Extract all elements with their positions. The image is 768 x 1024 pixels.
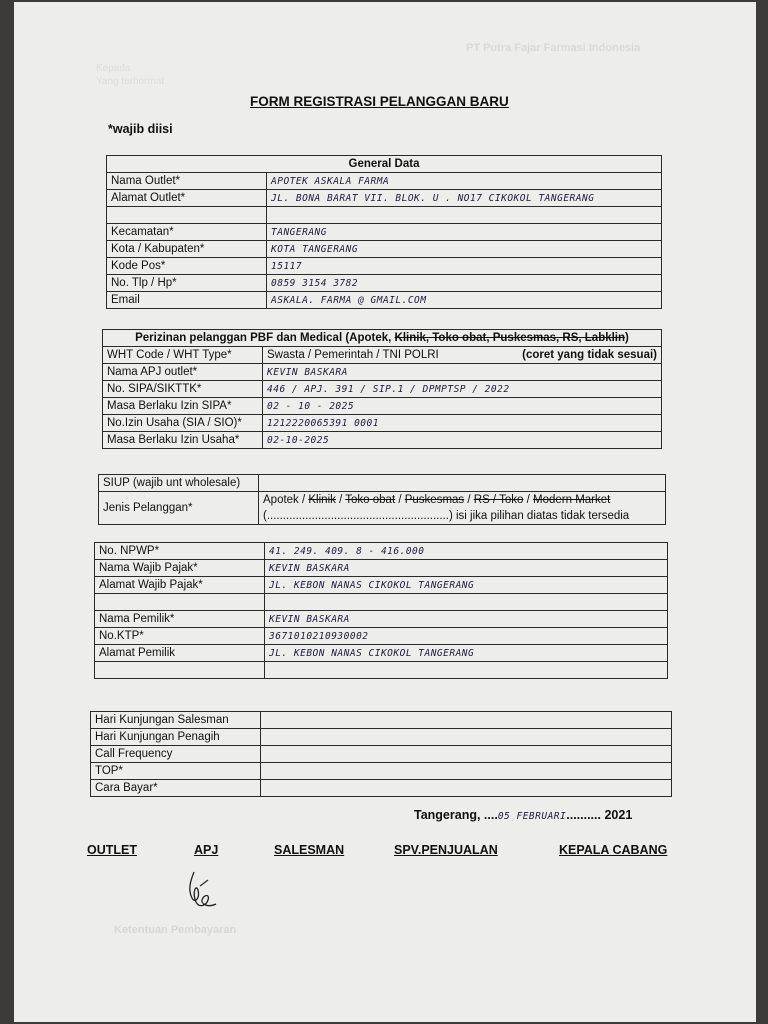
- table-row: [91, 763, 672, 780]
- taxpayer-address-value[interactable]: JL. KEBON NANAS CIKOKOL TANGERANG: [265, 577, 668, 594]
- perizinan-header: [103, 330, 662, 347]
- table-row: [107, 173, 662, 190]
- field-label: No.KTP*: [95, 628, 265, 645]
- district-value[interactable]: TANGERANG: [267, 224, 662, 241]
- table-row: [103, 415, 662, 432]
- field-label: Nama Outlet*: [107, 173, 267, 190]
- bleed-line: Kepada: [96, 63, 131, 74]
- wht-type-value[interactable]: [263, 347, 662, 364]
- date-dots: ..........: [566, 808, 601, 822]
- option-struck: Toko obat: [345, 494, 396, 506]
- table-row: [107, 207, 662, 224]
- table-row: [91, 780, 672, 797]
- table-row: [95, 628, 668, 645]
- tax-owner-table: [94, 542, 668, 679]
- role-spv-penjualan: SPV.PENJUALAN: [394, 843, 498, 857]
- table-row: [103, 364, 662, 381]
- perizinan-table: [102, 329, 662, 449]
- field-label: Email: [107, 292, 267, 309]
- perizinan-header-prefix: Perizinan pelanggan PBF dan Medical (Apotek,: [135, 332, 395, 344]
- field-label: Masa Berlaku Izin Usaha*: [103, 432, 263, 449]
- role-outlet: OUTLET: [87, 843, 137, 857]
- owner-address-value-2[interactable]: [265, 662, 668, 679]
- apj-name-value[interactable]: KEVIN BASKARA: [263, 364, 662, 381]
- apj-signature: [186, 868, 220, 912]
- date-handwritten[interactable]: 05 FEBRUARI: [497, 811, 567, 822]
- table-row: [103, 347, 662, 364]
- option-struck: Modern Market: [533, 494, 611, 506]
- taxpayer-address-value-2[interactable]: [265, 594, 668, 611]
- role-salesman: SALESMAN: [274, 843, 345, 857]
- table-row: [103, 381, 662, 398]
- owner-address-value[interactable]: JL. KEBON NANAS CIKOKOL TANGERANG: [265, 645, 668, 662]
- table-row: [99, 492, 666, 525]
- form-title: FORM REGISTRASI PELANGGAN BARU: [250, 94, 509, 109]
- bleed-line: Yang terhormat: [96, 76, 165, 87]
- required-note: *wajib diisi: [108, 122, 173, 136]
- option-sep: /: [523, 494, 534, 506]
- option-sep: /: [335, 494, 346, 506]
- field-label: Nama Wajib Pajak*: [95, 560, 265, 577]
- bleed-through-text-left: [96, 62, 164, 88]
- place-text: Tangerang,: [414, 808, 484, 822]
- ktp-value[interactable]: 3671010210930002: [265, 628, 668, 645]
- field-label: Masa Berlaku Izin SIPA*: [103, 398, 263, 415]
- city-value[interactable]: KOTA TANGERANG: [267, 241, 662, 258]
- option-sep: /: [395, 494, 405, 506]
- table-row: [91, 746, 672, 763]
- field-label: TOP*: [91, 763, 261, 780]
- bleed-through-text-bottom: Ketentuan Pembayaran: [114, 924, 237, 936]
- field-label: No. Tlp / Hp*: [107, 275, 267, 292]
- option-struck: Klinik: [308, 494, 336, 506]
- siup-table: [98, 474, 666, 525]
- table-row: [95, 560, 668, 577]
- table-row: [103, 432, 662, 449]
- role-apj: APJ: [194, 843, 219, 857]
- visit-table: [90, 711, 672, 797]
- field-label: Hari Kunjungan Penagih: [91, 729, 261, 746]
- table-row: [107, 258, 662, 275]
- table-row: [107, 275, 662, 292]
- payment-method-value[interactable]: [261, 780, 672, 797]
- npwp-value[interactable]: 41. 249. 409. 8 - 416.000: [265, 543, 668, 560]
- wht-type-options: Swasta / Pemerintah / TNI POLRI: [267, 349, 439, 361]
- perizinan-header-suffix: ): [625, 332, 629, 344]
- field-label: Hari Kunjungan Salesman: [91, 712, 261, 729]
- field-label: Nama Pemilik*: [95, 611, 265, 628]
- customer-type-options: [263, 492, 661, 508]
- field-label: Alamat Pemilik: [95, 645, 265, 662]
- field-label: SIUP (wajib unt wholesale): [99, 475, 259, 492]
- field-label: No.Izin Usaha (SIA / SIO)*: [103, 415, 263, 432]
- table-row: [95, 662, 668, 679]
- date-dots: ....: [483, 808, 498, 822]
- field-label: Jenis Pelanggan*: [99, 492, 259, 525]
- field-label: WHT Code / WHT Type*: [103, 347, 263, 364]
- field-label: Call Frequency: [91, 746, 261, 763]
- table-row: [99, 475, 666, 492]
- table-row: [95, 611, 668, 628]
- table-row: [91, 729, 672, 746]
- sipa-expiry-value[interactable]: 02 - 10 - 2025: [263, 398, 662, 415]
- table-row: [107, 190, 662, 207]
- outlet-name-value[interactable]: APOTEK ASKALA FARMA: [267, 173, 662, 190]
- field-label: Kecamatan*: [107, 224, 267, 241]
- field-label: Kode Pos*: [107, 258, 267, 275]
- perizinan-header-struck: Klinik, Toko obat, Puskesmas, RS, Labklin: [394, 332, 626, 344]
- field-label: [95, 594, 265, 611]
- role-kepala-cabang: KEPALA CABANG: [559, 843, 668, 857]
- table-row: [107, 292, 662, 309]
- table-row: [95, 577, 668, 594]
- owner-name-value[interactable]: KEVIN BASKARA: [265, 611, 668, 628]
- option-struck: Puskesmas: [404, 494, 465, 506]
- taxpayer-name-value[interactable]: KEVIN BASKARA: [265, 560, 668, 577]
- option-sep: /: [464, 494, 474, 506]
- field-label: [107, 207, 267, 224]
- table-row: [107, 241, 662, 258]
- field-label: Nama APJ outlet*: [103, 364, 263, 381]
- field-label: No. NPWP*: [95, 543, 265, 560]
- customer-type-value[interactable]: [259, 492, 666, 525]
- field-label: Kota / Kabupaten*: [107, 241, 267, 258]
- option-text: Apotek /: [263, 494, 309, 506]
- call-frequency-value[interactable]: [261, 746, 672, 763]
- postal-code-value[interactable]: 15117: [267, 258, 662, 275]
- general-data-header: General Data: [107, 156, 662, 173]
- table-row: [107, 224, 662, 241]
- year-text: 2021: [600, 808, 633, 822]
- bleed-through-text: PT Putra Fajar Farmasi Indonesia: [466, 42, 641, 54]
- table-row: [95, 645, 668, 662]
- siup-value[interactable]: [259, 475, 666, 492]
- top-value[interactable]: [261, 763, 672, 780]
- outlet-address-value[interactable]: JL. BONA BARAT VII. BLOK. U . NO17 CIKOKOL TANGERANG: [267, 190, 662, 207]
- table-row: [91, 712, 672, 729]
- general-data-table: [106, 155, 662, 309]
- customer-type-other: (.........................................................) isi jika pilihan diatas tidak tersedia: [263, 510, 630, 522]
- business-license-value[interactable]: 1212220065391 0001: [263, 415, 662, 432]
- signature-date: [414, 808, 632, 822]
- collector-visit-value[interactable]: [261, 729, 672, 746]
- email-value[interactable]: ASKALA. FARMA @ GMAIL.COM: [267, 292, 662, 309]
- field-label: [95, 662, 265, 679]
- table-row: [103, 398, 662, 415]
- field-label: Cara Bayar*: [91, 780, 261, 797]
- table-row: [95, 594, 668, 611]
- business-license-expiry-value[interactable]: 02-10-2025: [263, 432, 662, 449]
- field-label: Alamat Wajib Pajak*: [95, 577, 265, 594]
- salesman-visit-value[interactable]: [261, 712, 672, 729]
- field-label: Alamat Outlet*: [107, 190, 267, 207]
- sipa-number-value[interactable]: 446 / APJ. 391 / SIP.1 / DPMPTSP / 2022: [263, 381, 662, 398]
- field-label: No. SIPA/SIKTTK*: [103, 381, 263, 398]
- option-struck: RS / Toko: [473, 494, 524, 506]
- outlet-address-value-2[interactable]: [267, 207, 662, 224]
- table-row: [95, 543, 668, 560]
- phone-value[interactable]: 0859 3154 3782: [267, 275, 662, 292]
- wht-type-note: (coret yang tidak sesuai): [522, 349, 657, 361]
